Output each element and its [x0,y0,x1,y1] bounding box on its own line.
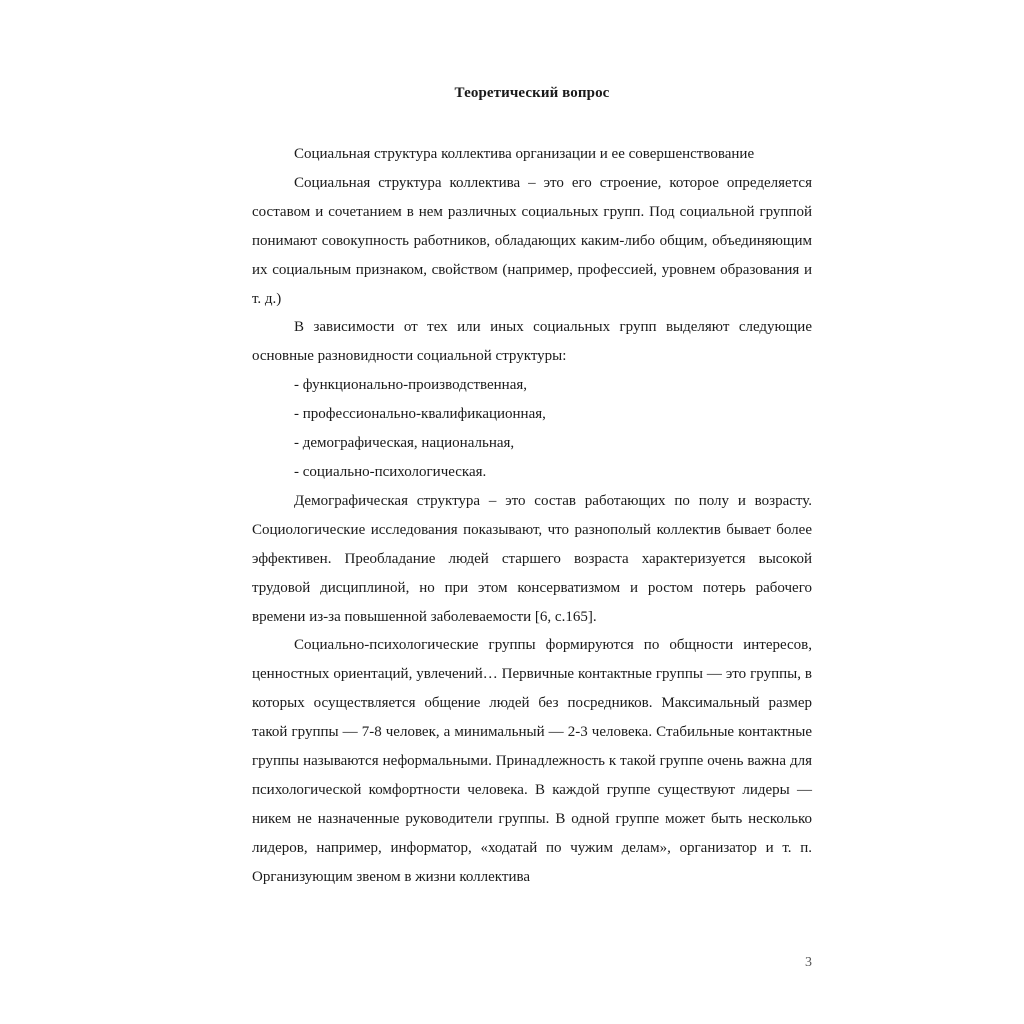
paragraph-social-psychological-groups: Социально-психологические группы формируются по общности интересов, ценностных ориентаций, увлечений… Первичные контактные группы — это группы, в которых осуществляется общение людей без посредников. Максимальный размер такой группы — 7-8 человек, а минимальный — 2-3 человека. Стабильные контактные группы называются неформальными. Принадлежность к такой группе очень важна для психологической комфортности человека. В каждой группе существуют лидеры — никем не назначенные руководители группы. В одной группе может быть несколько лидеров, например, информатор, «ходатай по чужим делам», организатор и т. п. Организующим звеном в жизни коллектива [252,637,812,885]
list-item: - социально-психологическая. [294,463,487,480]
document-title: Теоретический вопрос [454,85,610,101]
list-item: - демографическая, национальная, [294,435,515,452]
page-number: 3 [805,955,812,970]
document-body [252,140,812,892]
list-item: - функционально-производственная, [294,377,528,394]
paragraph-demographic-structure: Демографическая структура – это состав работающих по полу и возрасту. Социологические исследования показывают, что разнополый коллектив бывает более эффективен. Преобладание людей старшего возраста характеризуется высокой трудовой дисциплиной, но при этом консерватизмом и ростом потерь рабочего времени из-за повышенной заболеваемости [6, с.165]. [252,492,812,625]
paragraph-social-structure: Социальная структура коллектива – это его строение, которое определяется составом и сочетанием в нем различных социальных групп. Под социальной группой понимают совокупность работников, обладающих каким-либо общим, объединяющим их социальным признаком, свойством (например, профессией, уровнем образования и т. д.) [252,174,812,307]
section-subtitle: Социальная структура коллектива организации и ее совершенствование [294,146,755,162]
paragraph-structure-types: В зависимости от тех или иных социальных групп выделяют следующие основные разновидности социальной структуры: [252,319,812,365]
list-item: - профессионально-квалификационная, [294,406,546,423]
